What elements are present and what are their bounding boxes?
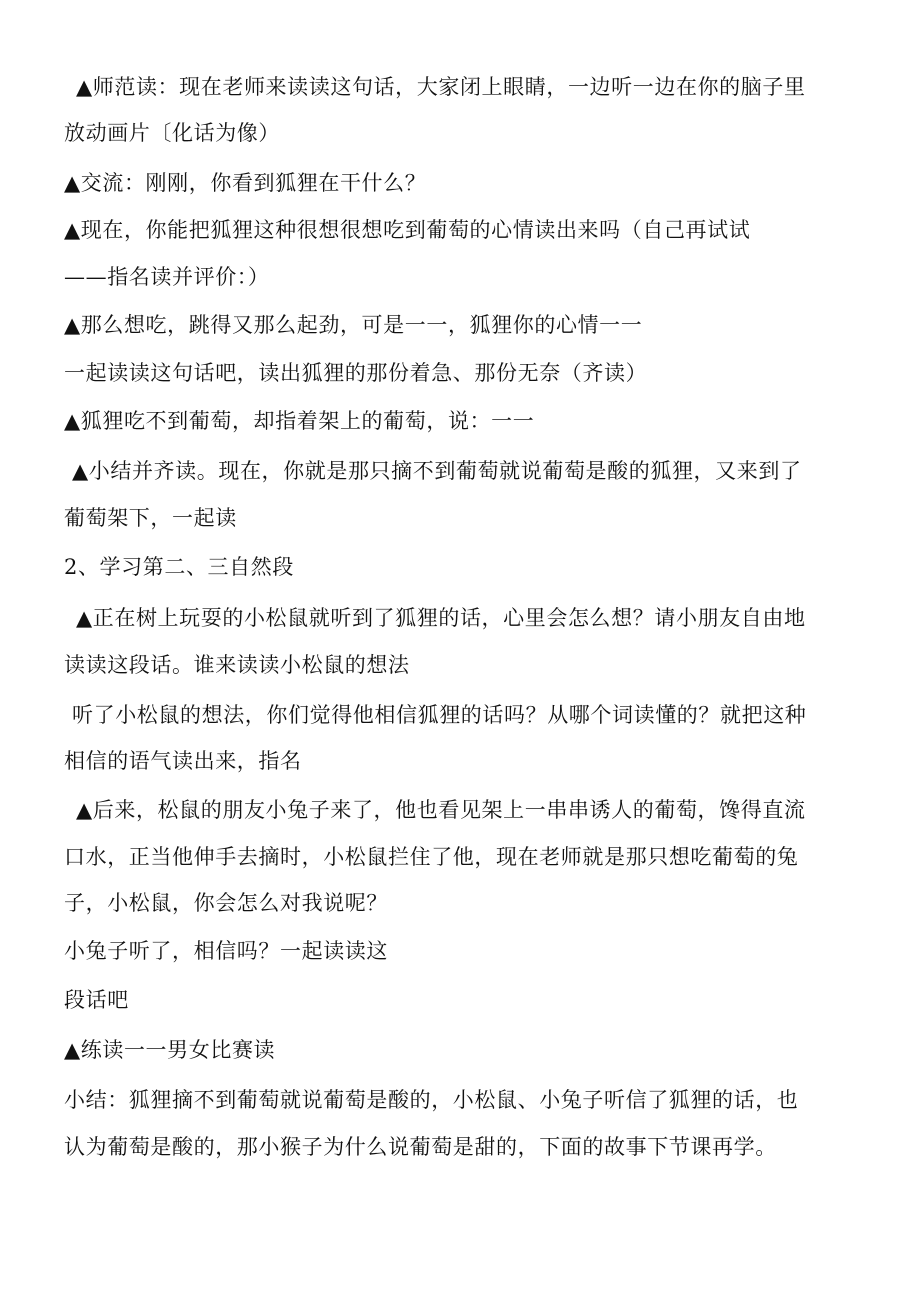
text-line: ▲师范读：现在老师来读读这句话，大家闭上眼睛，一边听一边在你的脑子里 [76, 75, 806, 99]
text-line: ▲现在，你能把狐狸这种很想很想吃到葡萄的心情读出来吗（自己再试试 [64, 218, 751, 242]
section-heading: 2、学习第二、三自然段 [64, 555, 294, 579]
text-line: 认为葡萄是酸的，那小猴子为什么说葡萄是甜的，下面的故事下节课再学。 [64, 1135, 777, 1159]
text-line: 葡萄架下，一起读 [64, 506, 237, 530]
text-line: 一起读读这句话吧，读出狐狸的那份着急、那份无奈（齐读） [64, 361, 648, 385]
text-line: 读读这段话。谁来读读小松鼠的想法 [64, 653, 410, 677]
text-line: 小结：狐狸摘不到葡萄就说葡萄是酸的，小松鼠、小兔子听信了狐狸的话，也 [64, 1088, 799, 1112]
text-line: ▲后来，松鼠的朋友小兔子来了，他也看见架上一串串诱人的葡萄，馋得直流 [76, 798, 806, 822]
text-line: ▲小结并齐读。现在，你就是那只摘不到葡萄就说葡萄是酸的狐狸，又来到了 [72, 459, 802, 483]
text-line: 听了小松鼠的想法，你们觉得他相信狐狸的话吗？从哪个词读懂的？就把这种 [72, 703, 807, 727]
text-line: ▲狐狸吃不到葡萄，却指着架上的葡萄，说：一一 [64, 409, 535, 433]
text-line: 子，小松鼠，你会怎么对我说呢？ [64, 891, 388, 915]
text-line: 口水，正当他伸手去摘时，小松鼠拦住了他，现在老师就是那只想吃葡萄的兔 [64, 845, 799, 869]
text-line: 段话吧 [64, 988, 129, 1012]
text-line: ▲正在树上玩耍的小松鼠就听到了狐狸的话，心里会怎么想？请小朋友自由地 [76, 606, 806, 630]
text-line: ——指名读并评价：） [64, 265, 270, 289]
text-line: 放动画片〔化话为像） [64, 121, 280, 145]
text-line: ▲练读一一男女比赛读 [64, 1038, 276, 1062]
text-line: ▲那么想吃，跳得又那么起劲，可是一一，狐狸你的心情一一 [64, 313, 643, 337]
text-line: 小兔子听了，相信吗？一起读读这 [64, 939, 388, 963]
text-line: 相信的语气读出来，指名 [64, 749, 302, 773]
text-line: ▲交流：刚刚，你看到狐狸在干什么？ [64, 171, 427, 195]
